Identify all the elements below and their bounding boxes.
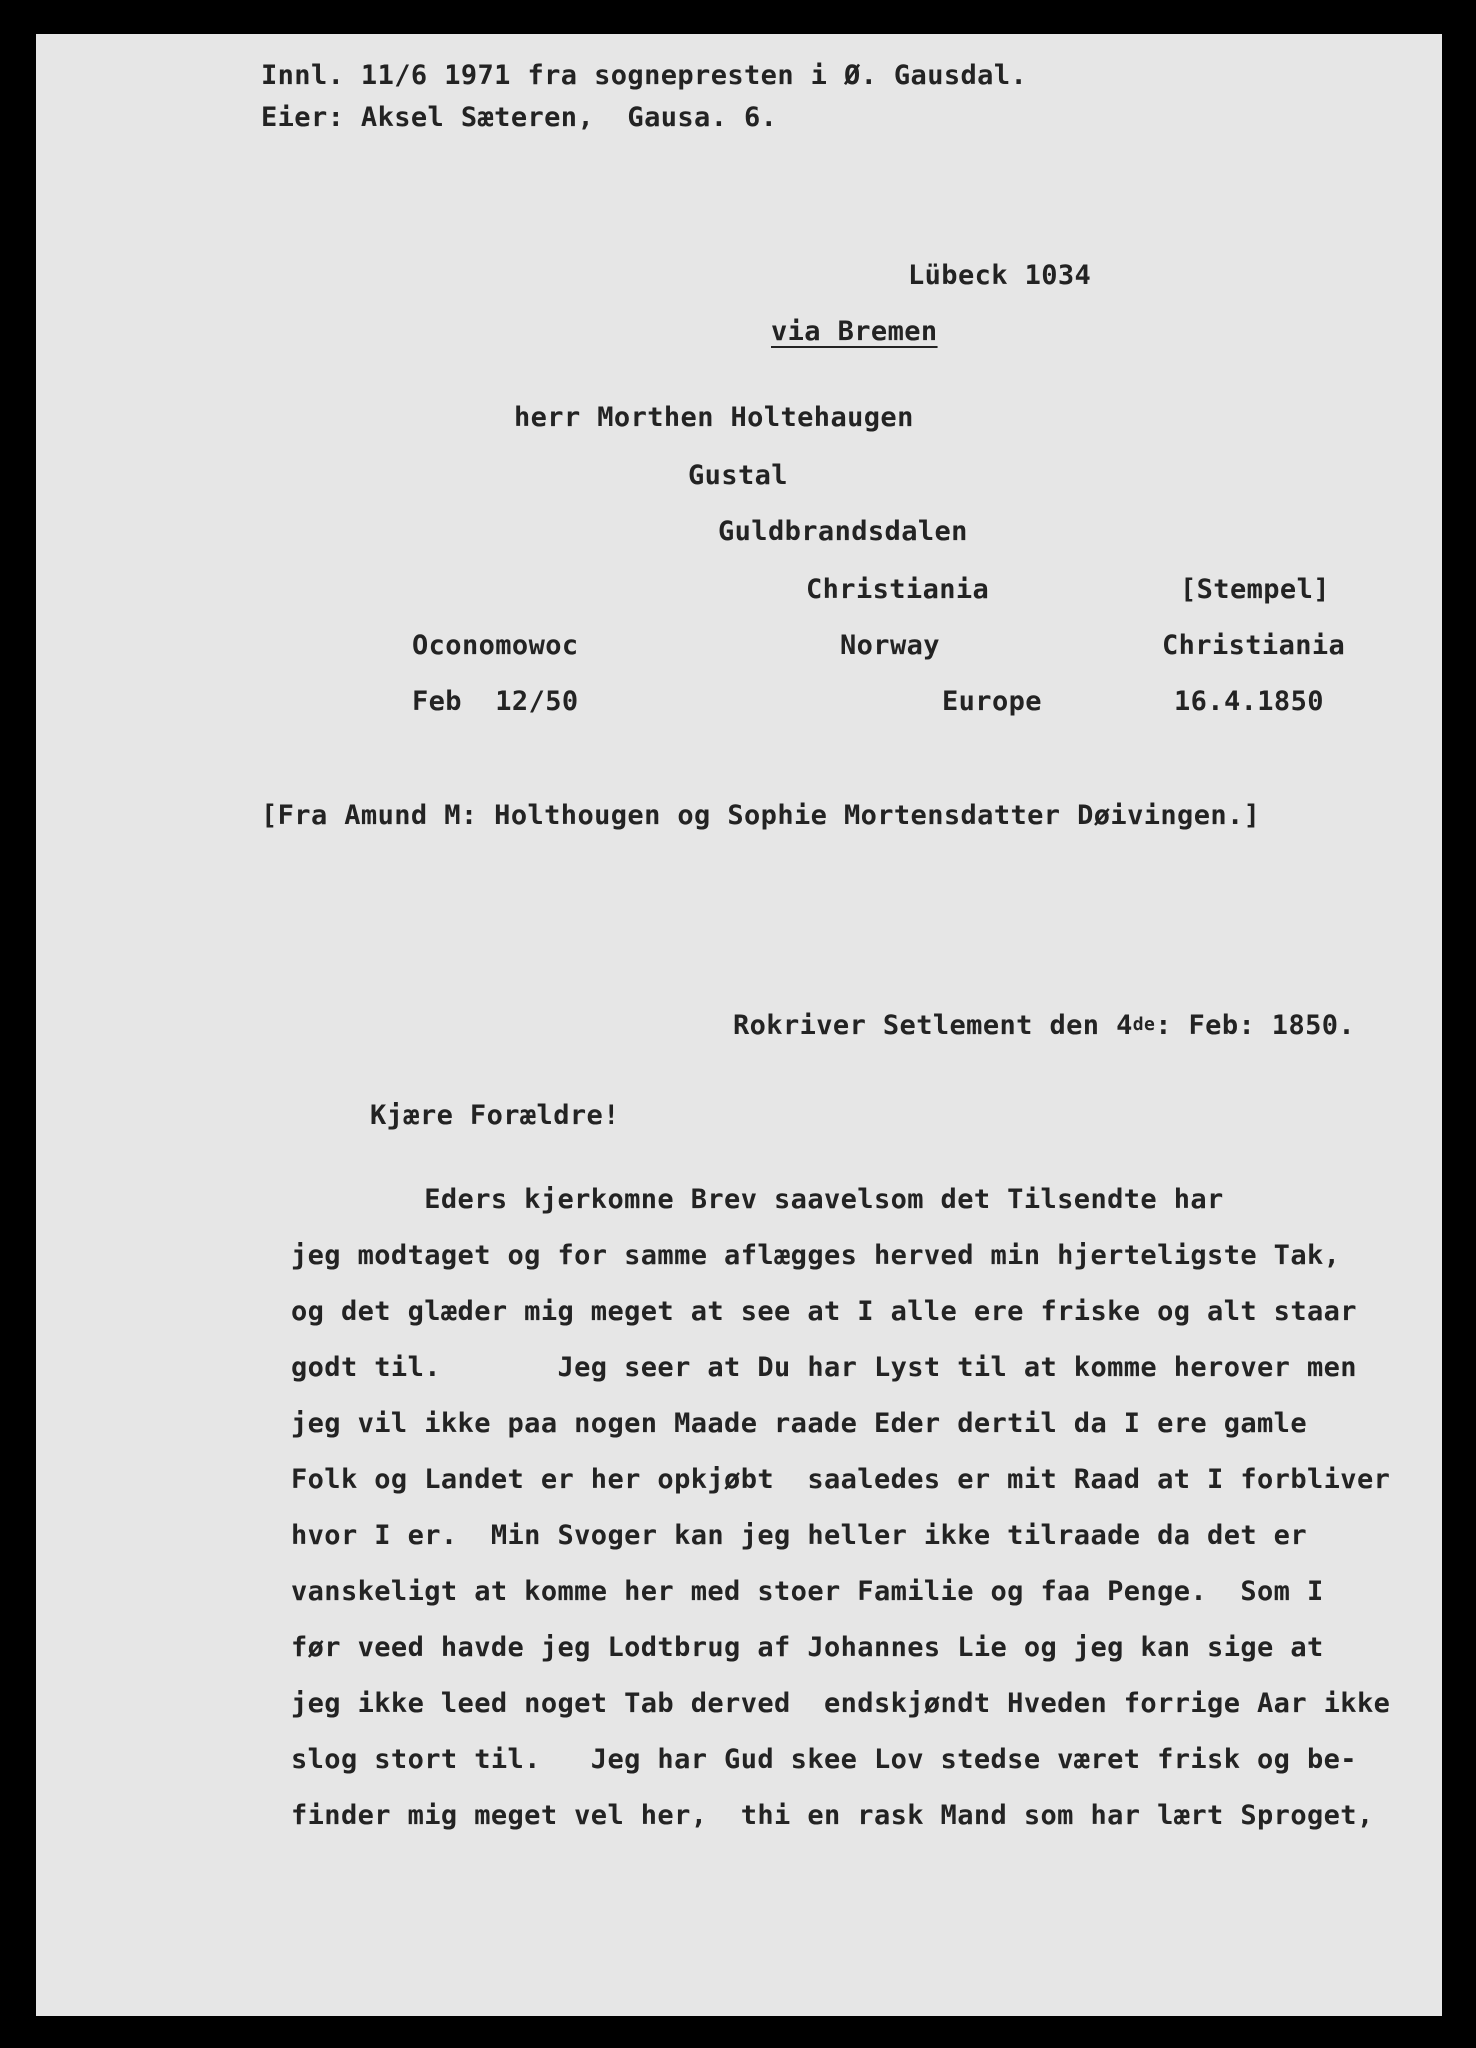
body-line: finder mig meget vel her, thi en rask Mand som har lært Sproget, [291,1800,1374,1831]
stamp-date: 16.4.1850 [1174,686,1324,717]
sender-origin: Oconomowoc [412,630,579,661]
body-line: og det glæder mig meget at see at I alle ere friske og alt staar [291,1296,1357,1327]
route-via-bremen: via Bremen [771,316,938,347]
header-owner-line: Eier: Aksel Sæteren, Gausa. 6. [261,102,778,133]
body-line: Folk og Landet er her opkjøbt saaledes er mit Raad at I forbliver [291,1464,1391,1495]
stamp-place: Christiania [1162,630,1346,661]
dateline-superscript: de [1132,1014,1156,1035]
stamp-label: [Stempel] [1180,574,1330,605]
address-city: Christiania [806,574,990,605]
postmark-lubeck: Lübeck 1034 [908,260,1092,291]
address-place: Gustal [688,460,788,491]
document-page [36,34,1442,2016]
dateline-suffix: : Feb: 1850. [1155,1010,1356,1041]
body-line: hvor I er. Min Svoger kan jeg heller ikke tilraade da det er [291,1520,1307,1551]
address-valley: Guldbrandsdalen [718,516,968,547]
body-line: vanskeligt at komme her med stoer Familie og faa Penge. Som I [291,1576,1324,1607]
salutation: Kjære Forældre! [370,1100,620,1131]
address-country: Norway [840,630,940,661]
header-received-line: Innl. 11/6 1971 fra sognepresten i Ø. Gausdal. [261,60,1028,91]
body-line: før veed havde jeg Lodtbrug af Johannes Lie og jeg kan sige at [291,1632,1324,1663]
dateline [733,1010,1355,1045]
address-recipient: herr Morthen Holtehaugen [514,402,914,433]
dateline-prefix: Rokriver Setlement den 4 [733,1010,1133,1041]
body-line: jeg modtaget og for samme aflægges herved min hjerteligste Tak, [291,1240,1341,1271]
address-continent: Europe [942,686,1042,717]
body-line: jeg vil ikke paa nogen Maade raade Eder dertil da I ere gamle [291,1408,1307,1439]
body-line: godt til. Jeg seer at Du har Lyst til at komme herover men [291,1352,1357,1383]
body-line: slog stort til. Jeg har Gud skee Lov stedse været frisk og be- [291,1744,1357,1775]
from-note: [Fra Amund M: Holthougen og Sophie Mortensdatter Døivingen.] [261,800,1261,831]
body-line: Eders kjerkomne Brev saavelsom det Tilsendte har [291,1184,1224,1215]
body-line: jeg ikke leed noget Tab derved endskjøndt Hveden forrige Aar ikke [291,1688,1391,1719]
sender-date: Feb 12/50 [412,686,579,717]
